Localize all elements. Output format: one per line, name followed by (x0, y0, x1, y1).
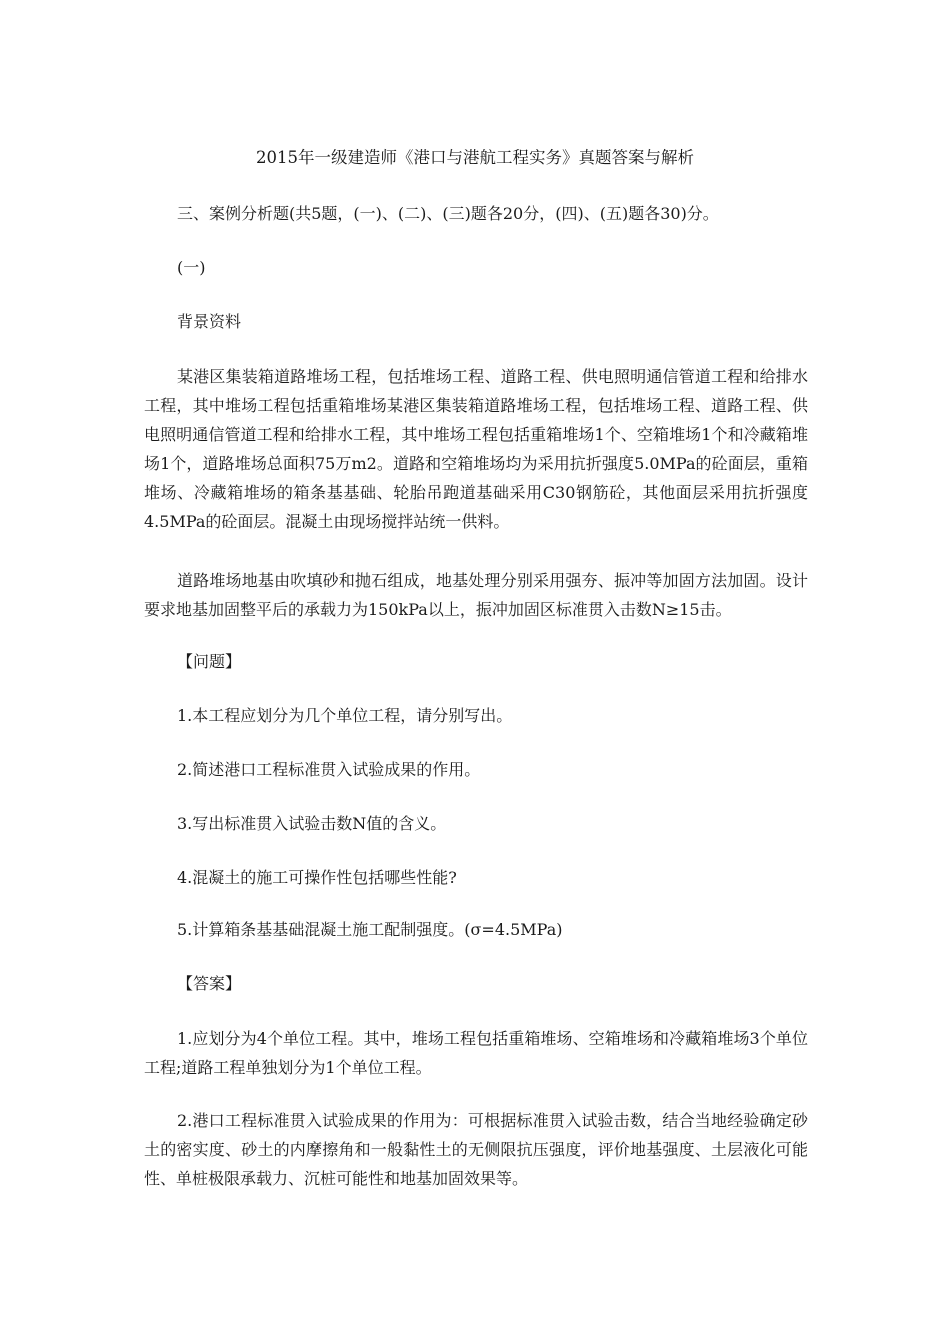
answer-1: 1.应划分为4个单位工程。其中，堆场工程包括重箱堆场、空箱堆场和冷藏箱堆场3个单位工程;道路工程单独划分为1个单位工程。 (144, 1029, 808, 1077)
questions-heading: 【问题】 (177, 652, 242, 671)
question-5: 5.计算箱条基基础混凝土施工配制强度。(σ=4.5MPa) (177, 920, 563, 939)
question-2: 2.简述港口工程标准贯入试验成果的作用。 (177, 760, 481, 779)
answers-heading: 【答案】 (177, 974, 242, 993)
document-title: 2015年一级建造师《港口与港航工程实务》真题答案与解析 (256, 148, 694, 167)
answer-2: 2.港口工程标准贯入试验成果的作用为：可根据标准贯入试验击数，结合当地经验确定砂土的密实度、砂土的内摩擦角和一般黏性土的无侧限抗压强度，评价地基强度、土层液化可能性、单桩极限承载力、沉桩可能性和地基加固效果等。 (144, 1111, 808, 1188)
background-paragraph-2: 道路堆场地基由吹填砂和抛石组成，地基处理分别采用强夯、振冲等加固方法加固。设计要求地基加固整平后的承载力为150kPa以上，振冲加固区标准贯入击数N≥15击。 (144, 571, 808, 619)
background-heading: 背景资料 (177, 312, 242, 331)
question-1: 1.本工程应划分为几个单位工程，请分别写出。 (177, 706, 513, 725)
question-4: 4.混凝土的施工可操作性包括哪些性能? (177, 868, 457, 887)
section-heading: 三、案例分析题(共5题，(一)、(二)、(三)题各20分，(四)、(五)题各30)分。 (177, 204, 719, 223)
question-3: 3.写出标准贯入试验击数N值的含义。 (177, 814, 447, 833)
case-number: (一) (177, 258, 206, 277)
background-paragraph-1: 某港区集装箱道路堆场工程，包括堆场工程、道路工程、供电照明通信管道工程和给排水工程，其中堆场工程包括重箱堆场某港区集装箱道路堆场工程，包括堆场工程、道路工程、供电照明通信管道工程和给排水工程，其中堆场工程包括重箱堆场1个、空箱堆场1个和冷藏箱堆场1个，道路堆场总面积75万m2。道路和空箱堆场均为采用抗折强度5.0MPa的砼面层，重箱堆场、冷藏箱堆场的箱条基基础、轮胎吊跑道基础采用C30钢筋砼，其他面层采用抗折强度4.5MPa的砼面层。混凝土由现场搅拌站统一供料。 (144, 367, 808, 531)
